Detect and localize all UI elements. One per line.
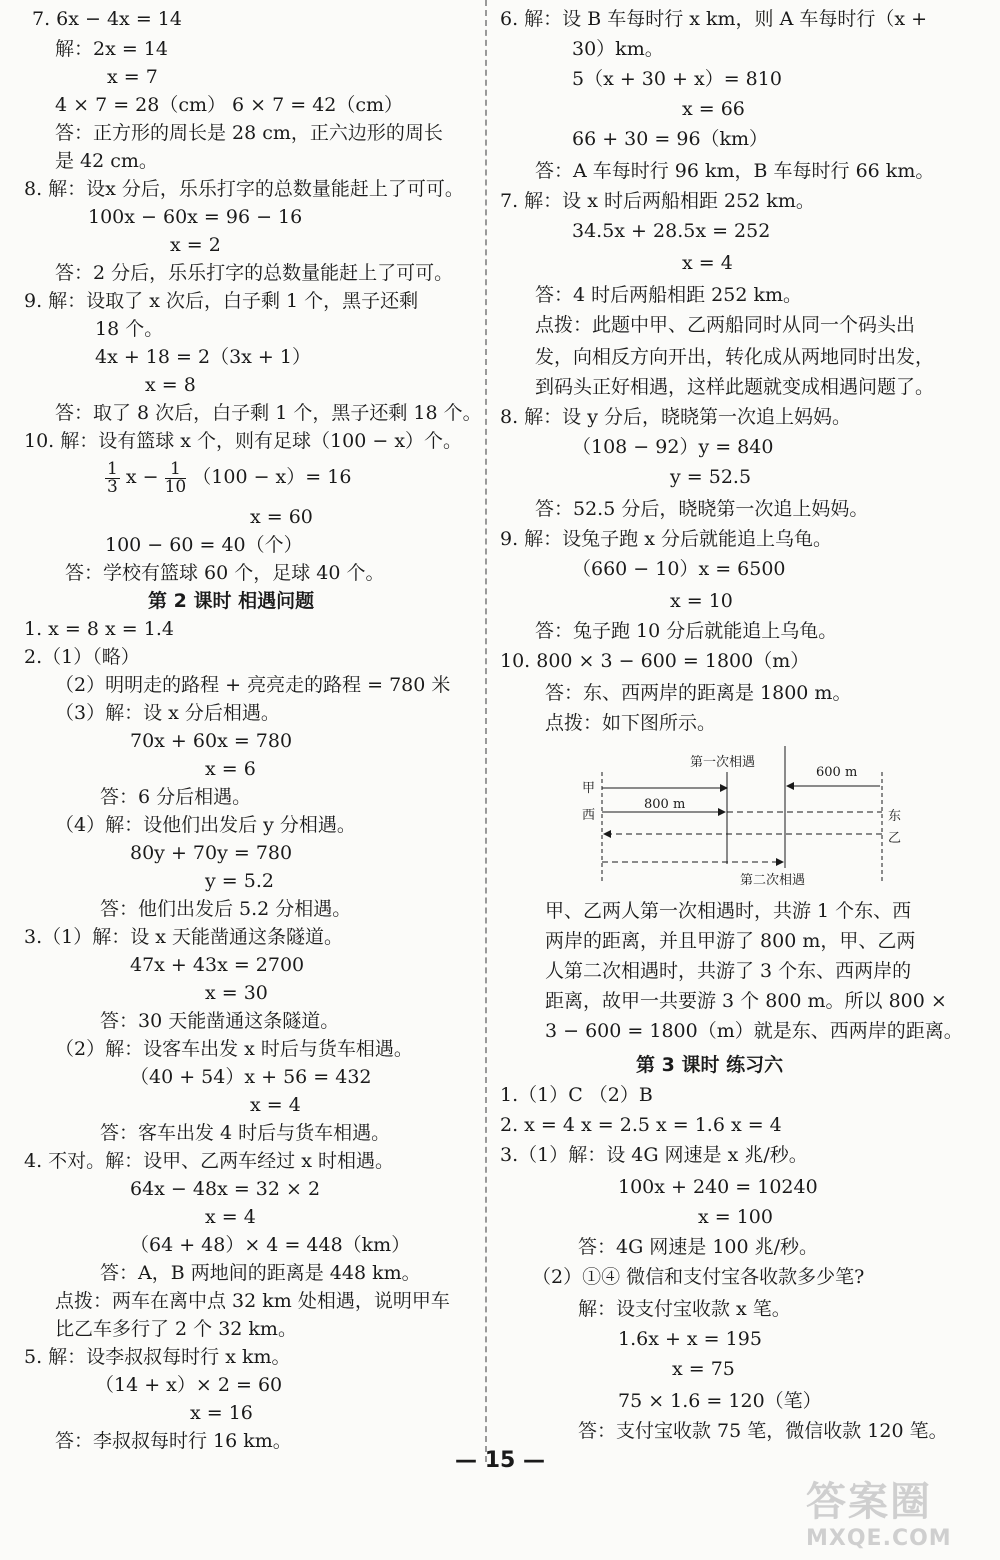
right-text-line: 3.（1）解：设 4G 网速是 x 兆/秒。 — [500, 1144, 808, 1166]
right-text-line: 1.6x + x = 195 — [618, 1328, 762, 1350]
left-text-line: （64 + 48）× 4 = 448（km） — [130, 1234, 411, 1256]
left-text-line: 答：客车出发 4 时后与货车相遇。 — [100, 1122, 391, 1144]
watermark-url: MXQE.COM — [806, 1526, 952, 1551]
page-number: — 15 — — [455, 1448, 545, 1473]
left-text-line: （2）明明走的路程 + 亮亮走的路程 = 780 米 — [55, 674, 451, 696]
fraction-one-tenth: $\frac{1}{10}$ — [164, 458, 187, 497]
right-text-line: x = 10 — [670, 590, 733, 612]
right-text-line: 5（x + 30 + x）= 810 — [572, 68, 782, 90]
left-text-line: 3.（1）解：设 x 天能凿通这条隧道。 — [24, 926, 344, 948]
right-text-line: x = 75 — [672, 1358, 735, 1380]
right-text-line: 答：支付宝收款 75 笔，微信收款 120 笔。 — [578, 1420, 948, 1442]
site-watermark — [806, 1478, 986, 1554]
left-text-line: 答：2 分后，乐乐打字的总数量能赶上了可可。 — [55, 262, 454, 284]
right-text-line: 点拨：如下图所示。 — [545, 712, 717, 734]
column-divider — [485, 0, 487, 1462]
right-text-line: 距离，故甲一共要游 3 个 800 m。所以 800 × — [545, 990, 947, 1012]
fraction-one-third: $\frac{1}{3}$ — [107, 458, 118, 497]
left-text-line: 答：正方形的周长是 28 cm，正六边形的周长 — [55, 122, 443, 144]
right-text-line: 100x + 240 = 10240 — [618, 1176, 818, 1198]
left-text-line: 18 个。 — [95, 318, 164, 340]
swim-meeting-diagram — [572, 742, 912, 892]
left-text-line: （14 + x）× 2 = 60 — [95, 1374, 283, 1396]
left-text-line: 点拨：两车在离中点 32 km 处相遇，说明甲车 — [55, 1290, 450, 1312]
right-text-line: 两岸的距离，并且甲游了 800 m，甲、乙两 — [545, 930, 916, 952]
left-text-line: 4. 不对。解：设甲、乙两车经过 x 时相遇。 — [24, 1150, 394, 1172]
right-text-line: 34.5x + 28.5x = 252 — [572, 220, 771, 242]
left-text-line: （2）解：设客车出发 x 时后与货车相遇。 — [55, 1038, 413, 1060]
label-800m: 800 m — [644, 797, 686, 812]
left-text-line: 答：6 分后相遇。 — [100, 786, 252, 808]
right-text-line: x = 66 — [682, 98, 745, 120]
left-text-line: x = 30 — [205, 982, 268, 1004]
left-text-line: 答：取了 8 次后，白子剩 1 个，黑子还剩 18 个。 — [55, 402, 482, 424]
right-text-line: （108 − 92）y = 840 — [572, 436, 774, 458]
right-text-line: x = 4 — [682, 252, 733, 274]
left-text-line: 答：学校有篮球 60 个，足球 40 个。 — [65, 562, 385, 584]
left-text-line: 4x + 18 = 2（3x + 1） — [95, 346, 311, 368]
right-text-line: y = 52.5 — [670, 466, 752, 488]
label-jia: 甲 — [582, 781, 596, 796]
label-east: 东 — [888, 809, 902, 824]
label-yi: 乙 — [888, 831, 902, 846]
left-text-line: 1. x = 8 x = 1.4 — [24, 618, 174, 640]
label-first-meet: 第一次相遇 — [690, 755, 756, 770]
label-west: 西 — [582, 808, 596, 823]
right-text-line: 2. x = 4 x = 2.5 x = 1.6 x = 4 — [500, 1114, 782, 1136]
left-text-line: 2.（1）（略） — [24, 646, 140, 668]
left-text-line: 70x + 60x = 780 — [130, 730, 293, 752]
right-text-line: 66 + 30 = 96（km） — [572, 128, 769, 150]
left-text-line: （3）解：设 x 分后相遇。 — [55, 702, 280, 724]
left-text-line: 100 − 60 = 40（个） — [105, 534, 303, 556]
left-text-line: 答：李叔叔每时行 16 km。 — [55, 1430, 292, 1452]
right-text-line: 答：东、西两岸的距离是 1800 m。 — [545, 682, 852, 704]
left-text-line: 100x − 60x = 96 − 16 — [88, 206, 303, 228]
left-text-line: 解：2x = 14 — [55, 38, 168, 60]
right-text-line: 答：4G 网速是 100 兆/秒。 — [578, 1236, 819, 1258]
left-text-line: x = 7 — [107, 66, 158, 88]
right-text-line: 发，向相反方向开出，转化成从两地同时出发， — [535, 346, 935, 368]
right-text-line: 10. 800 × 3 − 600 = 1800（m） — [500, 650, 810, 672]
right-text-line: （660 − 10）x = 6500 — [572, 558, 786, 580]
left-text-line: 比乙车多行了 2 个 32 km。 — [55, 1318, 297, 1340]
left-text-line: 10. 解：设有篮球 x 个，则有足球（100 − x）个。 — [24, 430, 463, 452]
right-text-line: 答：A 车每时行 96 km，B 车每时行 66 km。 — [535, 160, 935, 182]
left-text-line: 5. 解：设李叔叔每时行 x km。 — [24, 1346, 291, 1368]
right-text-line: 甲、乙两人第一次相遇时，共游 1 个东、西 — [545, 900, 912, 922]
left-text-line: 是 42 cm。 — [55, 150, 158, 172]
left-text-line: 47x + 43x = 2700 — [130, 954, 305, 976]
left-text-line: （4）解：设他们出发后 y 分相遇。 — [55, 814, 356, 836]
left-text-line: 7. 6x − 4x = 14 — [32, 8, 182, 30]
right-text-line: 点拨：此题中甲、乙两船同时从同一个码头出 — [535, 314, 916, 336]
left-text-line: （40 + 54）x + 56 = 432 — [130, 1066, 372, 1088]
left-text-line: x = 4 — [250, 1094, 301, 1116]
right-text-line: x = 100 — [698, 1206, 773, 1228]
lesson-2-heading: 第 2 课时 相遇问题 — [148, 590, 315, 612]
right-text-line: 9. 解：设兔子跑 x 分后就能追上乌龟。 — [500, 528, 832, 550]
left-text-line: 答：他们出发后 5.2 分相遇。 — [100, 898, 352, 920]
left-text-line: x = 8 — [145, 374, 196, 396]
left-text-line: 答：30 天能凿通这条隧道。 — [100, 1010, 340, 1032]
lesson-3-heading: 第 3 课时 练习六 — [636, 1054, 784, 1076]
right-text-line: 到码头正好相遇，这样此题就变成相遇问题了。 — [535, 376, 935, 398]
right-text-line: 答：兔子跑 10 分后就能追上乌龟。 — [535, 620, 838, 642]
left-text-line: 64x − 48x = 32 × 2 — [130, 1178, 321, 1200]
right-text-line: 答：4 时后两船相距 252 km。 — [535, 284, 803, 306]
right-text-line: 75 × 1.6 = 120（笔） — [618, 1390, 822, 1412]
right-text-line: 3 − 600 = 1800（m）就是东、西两岸的距离。 — [545, 1020, 963, 1042]
right-text-line: 8. 解：设 y 分后，晓晓第一次追上妈妈。 — [500, 406, 851, 428]
left-text-line: x = 16 — [190, 1402, 253, 1424]
left-text-line: 答：A，B 两地间的距离是 448 km。 — [100, 1262, 421, 1284]
left-text-line: 9. 解：设取了 x 次后，白子剩 1 个，黑子还剩 — [24, 290, 419, 312]
left-text-line: 8. 解：设x 分后，乐乐打字的总数量能赶上了可可。 — [24, 178, 464, 200]
left-text-line: y = 5.2 — [205, 870, 274, 892]
label-600m: 600 m — [816, 765, 858, 780]
right-text-line: 解：设支付宝收款 x 笔。 — [578, 1298, 791, 1320]
right-text-line: 1.（1）C （2）B — [500, 1084, 653, 1106]
right-text-line: 30）km。 — [572, 38, 664, 60]
left-text-line: 4 × 7 = 28（cm） 6 × 7 = 42（cm） — [55, 94, 404, 116]
label-second-meet: 第二次相遇 — [740, 873, 806, 888]
right-text-line: 答：52.5 分后，晓晓第一次追上妈妈。 — [535, 498, 869, 520]
left-text-line: x = 60 — [250, 506, 313, 528]
left-text-line: x = 6 — [205, 758, 256, 780]
right-text-line: （2）①④ 微信和支付宝各收款多少笔? — [532, 1266, 865, 1288]
right-text-line: 7. 解：设 x 时后两船相距 252 km。 — [500, 190, 815, 212]
left-text-line: x = 4 — [205, 1206, 256, 1228]
fraction-equation: $\frac{1}{3}$ x − $\frac{1}{10}$ （100 − x）= 16 — [107, 458, 352, 497]
left-text-line: x = 2 — [170, 234, 221, 256]
left-text-line: 80y + 70y = 780 — [130, 842, 293, 864]
right-text-line: 人第二次相遇时，共游了 3 个东、西两岸的 — [545, 960, 912, 982]
watermark-title: 答案圈 — [806, 1479, 932, 1525]
right-text-line: 6. 解：设 B 车每时行 x km，则 A 车每时行（x + — [500, 8, 928, 30]
